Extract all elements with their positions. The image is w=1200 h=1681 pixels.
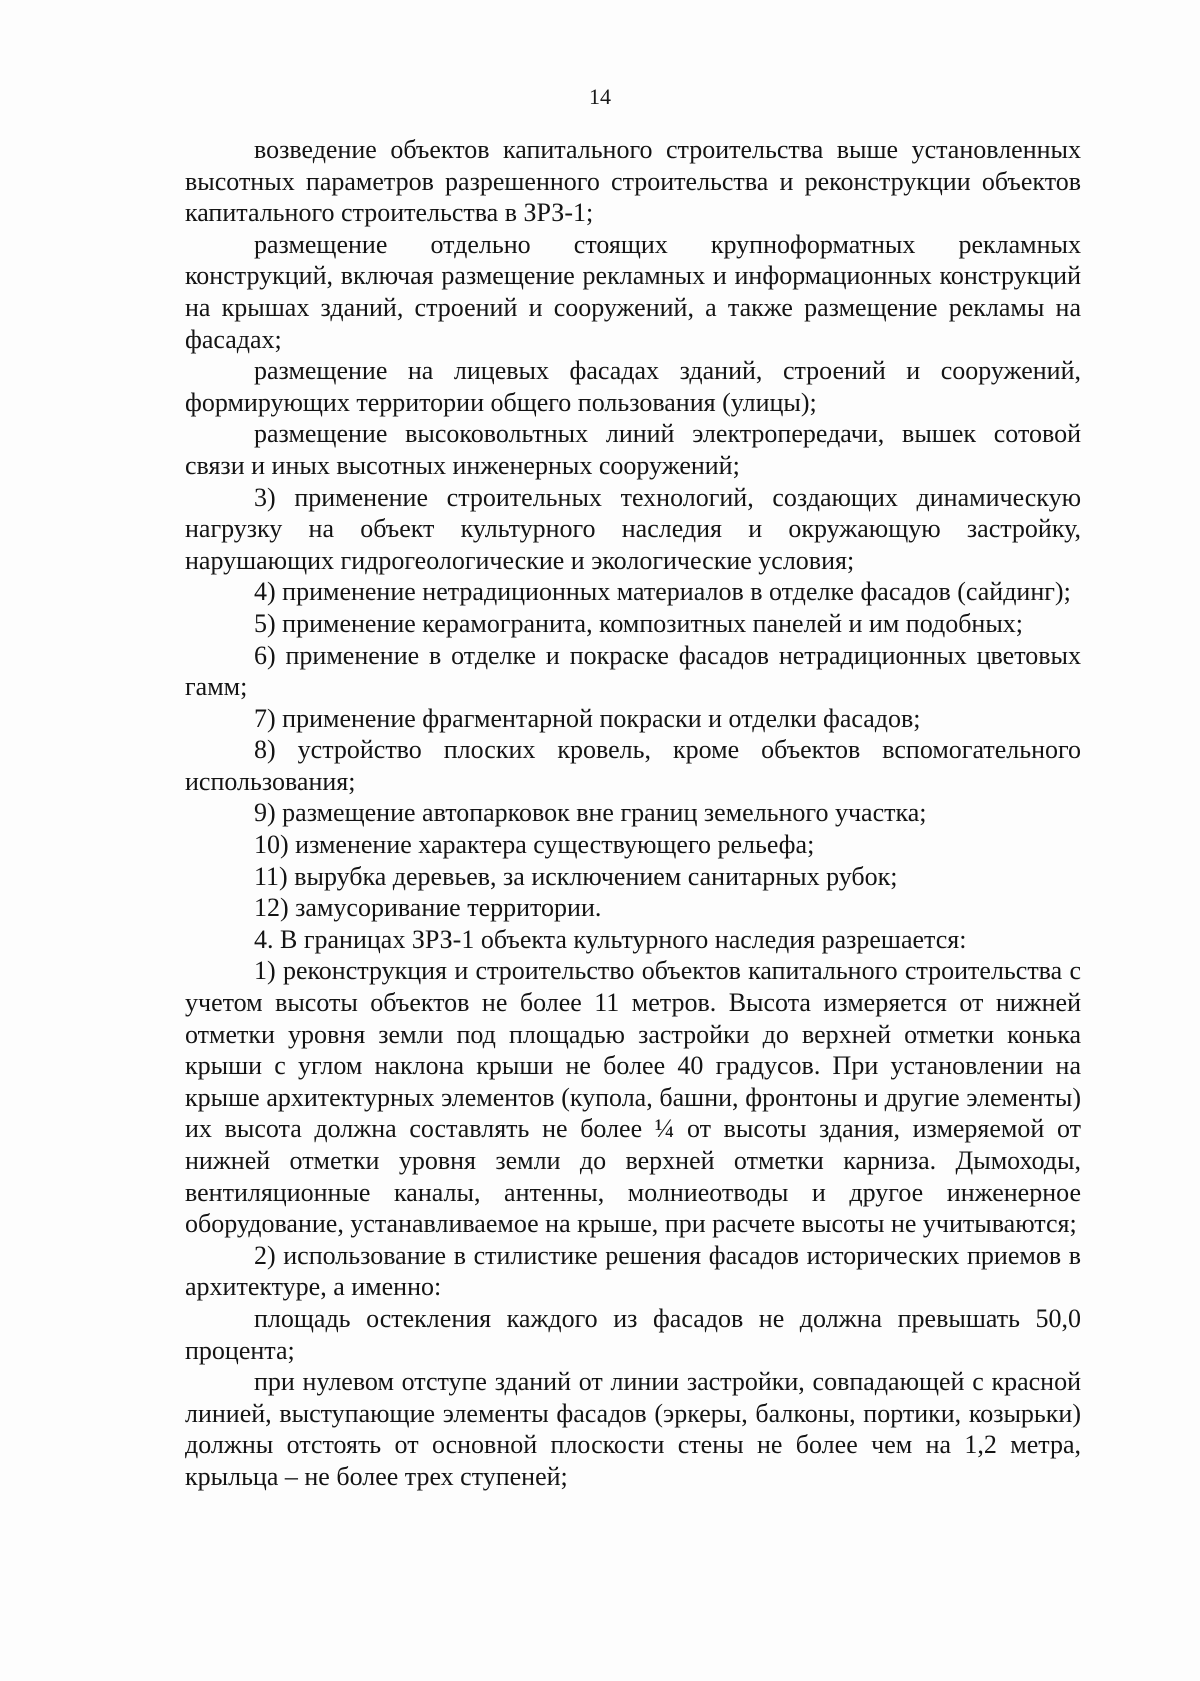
body-text: [185, 134, 1081, 1493]
paragraph: 6) применение в отделке и покраске фасадов нетрадиционных цветовых гамм;: [185, 640, 1081, 702]
paragraph: 8) устройство плоских кровель, кроме объектов вспомогательного использования;: [185, 735, 1081, 796]
paragraph: размещение на лицевых фасадах зданий, строений и сооружений, формирующих территории общего пользования (улицы);: [185, 356, 1081, 417]
paragraph: 2) использование в стилистике решения фасадов исторических приемов в архитектуре, а именно:: [185, 1240, 1081, 1302]
paragraph: возведение объектов капитального строительства выше установленных высотных параметров разрешенного строительства и реконструкции объектов капитального строительства в ЗРЗ-1;: [185, 135, 1081, 228]
paragraph: 1) реконструкция и строительство объектов капитального строительства с учетом высоты объектов не более 11 метров. Высота измеряется от нижней отметки уровня земли под площадью застройки до верхней отметки конька крыши с углом наклона крыши не более 40 градусов. При установлении на крыше архитектурных элементов (купола, башни, фронтоны и другие элементы) их высота должна составлять не более ¼ от высоты здания, измеряемой от нижней отметки уровня земли до верхней отметки карниза. Дымоходы, вентиляционные каналы, антенны, молниеотводы и другое инженерное оборудование, устанавливаемое на крыше, при расчете высоты не учитываются;: [185, 956, 1081, 1239]
paragraph: 4. В границах ЗРЗ-1 объекта культурного наследия разрешается:: [254, 924, 967, 954]
paragraph: 7) применение фрагментарной покраски и отделки фасадов;: [254, 703, 921, 733]
page-number: 14: [589, 84, 611, 109]
paragraph: 5) применение керамогранита, композитных панелей и им подобных;: [254, 608, 1024, 638]
paragraph: при нулевом отступе зданий от линии застройки, совпадающей с красной линией, выступающие элементы фасадов (эркеры, балконы, портики, козырьки) должны отстоять от основной плоскости стены не более чем на 1,2 метра, крыльца – не более трех ступеней;: [185, 1367, 1081, 1491]
paragraph: 9) размещение автопарковок вне границ земельного участка;: [254, 798, 927, 828]
paragraph: размещение отдельно стоящих крупноформатных рекламных конструкций, включая размещение рекламных и информационных конструкций на крышах зданий, строений и сооружений, а также размещение рекламы на фасадах;: [185, 229, 1081, 354]
paragraph: 10) изменение характера существующего рельефа;: [254, 830, 815, 860]
paragraph: 12) замусоривание территории.: [254, 893, 602, 923]
paragraph: 4) применение нетрадиционных материалов в отделке фасадов (сайдинг);: [254, 577, 1071, 607]
paragraph: 11) вырубка деревьев, за исключением санитарных рубок;: [254, 861, 898, 891]
paragraph: 3) применение строительных технологий, создающих динамическую нагрузку на объект культурного наследия и окружающую застройку, нарушающих гидрогеологические и экологические условия;: [185, 482, 1081, 575]
paragraph: площадь остекления каждого из фасадов не должна превышать 50,0 процента;: [185, 1303, 1081, 1365]
paragraph: размещение высоковольтных линий электропередачи, вышек сотовой связи и иных высотных инженерных сооружений;: [185, 419, 1081, 480]
